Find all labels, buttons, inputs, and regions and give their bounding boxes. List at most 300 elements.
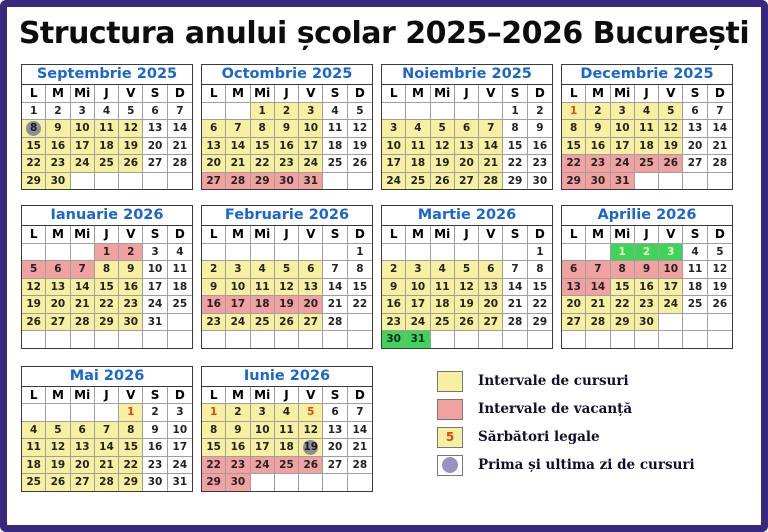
day-cell: 16 (226, 439, 250, 457)
month-grid (382, 226, 552, 348)
day-cell: 9 (382, 279, 406, 297)
day-cell: 10 (251, 422, 275, 440)
day-cell: 22 (611, 296, 635, 314)
day-cell (202, 103, 226, 121)
day-cell: 24 (382, 173, 406, 190)
day-cell: 20 (455, 155, 479, 173)
day-cell: 15 (528, 279, 552, 297)
day-cell: 18 (323, 138, 347, 156)
day-cell: 1 (503, 103, 527, 121)
day-cell: 11 (275, 422, 299, 440)
month-name: Septembrie 2025 (22, 65, 192, 85)
day-cell: 7 (479, 120, 503, 138)
day-cell: 23 (635, 296, 659, 314)
day-cell: 24 (226, 314, 250, 332)
day-cell: 8 (348, 261, 372, 279)
day-cell: 25 (22, 474, 46, 491)
day-cell: 26 (431, 173, 455, 190)
day-cell: 9 (202, 279, 226, 297)
day-cell (479, 103, 503, 121)
day-cell (275, 244, 299, 262)
month-name: Aprilie 2026 (562, 206, 732, 226)
day-header-cell: D (528, 85, 552, 103)
day-cell: 27 (143, 155, 167, 173)
day-cell (226, 331, 250, 348)
day-header-cell: L (22, 387, 46, 405)
day-header-cell: J (275, 387, 299, 405)
day-cell: 16 (275, 138, 299, 156)
month-block (21, 64, 193, 190)
first-last-day-circle: 8 (26, 121, 41, 136)
day-cell: 29 (251, 173, 275, 190)
day-cell: 22 (348, 296, 372, 314)
month-grid (22, 226, 192, 348)
day-cell (71, 404, 95, 422)
day-header-cell: J (275, 226, 299, 244)
day-cell: 1 (202, 404, 226, 422)
day-cell: 7 (323, 261, 347, 279)
day-cell: 27 (683, 155, 707, 173)
day-header-cell: S (503, 85, 527, 103)
day-cell (479, 244, 503, 262)
legend-item-holidays (437, 427, 695, 448)
day-cell: 25 (431, 314, 455, 332)
month-block (201, 366, 373, 492)
month-name: Iunie 2026 (202, 367, 372, 387)
day-cell (431, 103, 455, 121)
day-cell: 7 (95, 422, 119, 440)
day-cell: 8 (95, 261, 119, 279)
month-name: Noiembrie 2025 (382, 65, 552, 85)
day-cell: 15 (348, 279, 372, 297)
day-cell: 25 (95, 155, 119, 173)
day-cell: 11 (95, 120, 119, 138)
month-block (21, 205, 193, 349)
day-cell: 3 (143, 244, 167, 262)
day-header-cell: L (382, 85, 406, 103)
day-header-cell: M (586, 226, 610, 244)
day-cell: 2 (528, 103, 552, 121)
day-cell: 28 (323, 314, 347, 332)
day-cell: 24 (71, 155, 95, 173)
day-cell: 26 (22, 314, 46, 332)
day-cell: 22 (95, 296, 119, 314)
day-cell: 15 (611, 279, 635, 297)
day-cell (22, 244, 46, 262)
day-cell: 4 (251, 261, 275, 279)
day-cell (143, 173, 167, 190)
day-cell: 12 (431, 138, 455, 156)
day-cell: 13 (323, 422, 347, 440)
day-cell: 29 (95, 314, 119, 332)
day-cell: 17 (143, 279, 167, 297)
day-header-cell: D (708, 226, 732, 244)
first-last-day-cell (22, 120, 46, 138)
day-cell: 30 (528, 173, 552, 190)
day-cell: 20 (562, 296, 586, 314)
day-cell: 7 (586, 261, 610, 279)
day-header-cell: D (348, 226, 372, 244)
day-cell: 13 (202, 138, 226, 156)
day-cell: 23 (119, 296, 143, 314)
day-cell: 24 (611, 155, 635, 173)
day-header-cell: J (455, 85, 479, 103)
day-cell: 19 (659, 138, 683, 156)
day-cell: 16 (382, 296, 406, 314)
day-header-cell: S (143, 387, 167, 405)
day-cell: 14 (586, 279, 610, 297)
day-cell: 11 (168, 261, 192, 279)
day-cell (119, 173, 143, 190)
day-cell: 13 (299, 279, 323, 297)
legend-item-first-last-day (437, 455, 695, 476)
day-cell: 5 (22, 261, 46, 279)
day-cell: 10 (143, 261, 167, 279)
day-cell (323, 173, 347, 190)
day-header-cell: S (683, 226, 707, 244)
day-cell: 28 (479, 173, 503, 190)
day-cell: 10 (382, 138, 406, 156)
day-cell: 23 (202, 314, 226, 332)
day-cell: 17 (659, 279, 683, 297)
months-row-2 (21, 205, 761, 349)
day-cell (382, 244, 406, 262)
legend-label-first-last-day: Prima și ultima zi de cursuri (478, 457, 695, 473)
day-cell: 14 (323, 279, 347, 297)
day-header-cell: Mi (611, 226, 635, 244)
day-cell: 12 (119, 120, 143, 138)
day-cell: 18 (22, 457, 46, 475)
day-cell: 3 (611, 103, 635, 121)
day-header-cell: V (299, 226, 323, 244)
day-cell: 28 (348, 457, 372, 475)
day-cell: 25 (168, 296, 192, 314)
day-cell: 13 (683, 120, 707, 138)
day-cell: 17 (168, 439, 192, 457)
day-cell: 6 (323, 404, 347, 422)
day-cell: 23 (528, 155, 552, 173)
months-row-1 (21, 64, 761, 190)
day-cell: 25 (635, 155, 659, 173)
day-cell: 9 (275, 120, 299, 138)
day-cell: 19 (455, 296, 479, 314)
day-cell: 8 (503, 120, 527, 138)
day-cell: 4 (635, 103, 659, 121)
month-block (381, 205, 553, 349)
month-grid (202, 387, 372, 491)
day-cell: 25 (275, 457, 299, 475)
day-cell: 11 (406, 138, 430, 156)
day-cell: 3 (71, 103, 95, 121)
day-cell: 26 (46, 474, 70, 491)
months-row-3-months (21, 366, 373, 492)
day-cell (22, 404, 46, 422)
day-cell: 30 (635, 314, 659, 332)
day-cell (95, 331, 119, 348)
day-cell: 30 (275, 173, 299, 190)
month-block (561, 64, 733, 190)
day-cell: 28 (708, 155, 732, 173)
day-cell: 15 (119, 439, 143, 457)
day-cell: 20 (299, 296, 323, 314)
day-header-cell: D (168, 85, 192, 103)
day-header-cell: V (479, 85, 503, 103)
day-header-cell: L (22, 85, 46, 103)
day-cell: 11 (323, 120, 347, 138)
day-header-cell: Mi (251, 387, 275, 405)
day-cell: 6 (46, 261, 70, 279)
day-cell: 20 (46, 296, 70, 314)
day-cell (382, 103, 406, 121)
legend-label-vacation: Intervale de vacanță (478, 401, 633, 417)
day-cell (348, 331, 372, 348)
day-cell: 23 (143, 457, 167, 475)
day-cell: 6 (455, 120, 479, 138)
day-cell: 16 (586, 138, 610, 156)
day-cell: 26 (455, 314, 479, 332)
course-interval-swatch (437, 371, 463, 392)
day-cell: 20 (683, 138, 707, 156)
day-cell: 8 (119, 422, 143, 440)
day-cell: 20 (202, 155, 226, 173)
day-cell: 12 (299, 422, 323, 440)
day-cell (95, 404, 119, 422)
first-last-day-swatch (437, 455, 463, 476)
day-cell: 19 (431, 155, 455, 173)
day-cell: 14 (479, 138, 503, 156)
day-cell: 10 (299, 120, 323, 138)
month-grid (562, 226, 732, 348)
day-header-cell: S (323, 85, 347, 103)
day-cell: 5 (708, 244, 732, 262)
day-header-cell: L (202, 387, 226, 405)
day-cell: 2 (382, 261, 406, 279)
day-header-cell: D (348, 387, 372, 405)
day-header-cell: Mi (71, 387, 95, 405)
day-header-cell: L (202, 226, 226, 244)
day-header-cell: V (299, 387, 323, 405)
day-cell: 27 (455, 173, 479, 190)
day-cell (635, 173, 659, 190)
day-cell: 10 (168, 422, 192, 440)
day-header-cell: D (528, 226, 552, 244)
day-cell: 1 (95, 244, 119, 262)
day-cell: 28 (95, 474, 119, 491)
day-cell (226, 244, 250, 262)
day-cell: 29 (22, 173, 46, 190)
day-cell: 14 (226, 138, 250, 156)
day-header-cell: J (635, 226, 659, 244)
month-grid (202, 85, 372, 189)
day-cell: 28 (71, 314, 95, 332)
day-cell: 18 (275, 439, 299, 457)
day-header-cell: M (226, 387, 250, 405)
month-grid (202, 226, 372, 348)
day-header-cell: V (659, 226, 683, 244)
day-cell: 14 (71, 279, 95, 297)
day-cell: 22 (202, 457, 226, 475)
day-header-cell: Mi (71, 226, 95, 244)
day-cell (299, 331, 323, 348)
day-cell: 7 (71, 261, 95, 279)
day-header-cell: Mi (611, 85, 635, 103)
day-header-cell: S (323, 226, 347, 244)
day-cell: 12 (348, 120, 372, 138)
day-cell: 30 (382, 331, 406, 348)
day-cell: 27 (71, 474, 95, 491)
day-cell: 26 (708, 296, 732, 314)
day-header-cell: S (323, 387, 347, 405)
day-cell (348, 474, 372, 491)
day-cell: 21 (479, 155, 503, 173)
day-header-cell: S (503, 226, 527, 244)
day-header-cell: J (95, 226, 119, 244)
day-header-cell: M (586, 85, 610, 103)
day-cell: 26 (275, 314, 299, 332)
day-cell (71, 173, 95, 190)
day-cell: 3 (659, 244, 683, 262)
day-cell (406, 103, 430, 121)
day-cell: 12 (455, 279, 479, 297)
day-cell: 3 (251, 404, 275, 422)
day-cell (635, 331, 659, 348)
day-cell: 7 (348, 404, 372, 422)
day-cell: 10 (71, 120, 95, 138)
day-cell: 28 (586, 314, 610, 332)
day-cell (503, 331, 527, 348)
day-cell: 10 (406, 279, 430, 297)
day-cell (683, 173, 707, 190)
first-last-day-cell (299, 439, 323, 457)
day-cell (562, 244, 586, 262)
day-cell: 22 (119, 457, 143, 475)
day-header-cell: J (95, 85, 119, 103)
day-cell: 9 (586, 120, 610, 138)
day-cell: 21 (168, 138, 192, 156)
day-cell: 20 (143, 138, 167, 156)
day-cell (168, 331, 192, 348)
day-cell: 17 (611, 138, 635, 156)
day-cell: 2 (275, 103, 299, 121)
day-cell: 22 (562, 155, 586, 173)
day-cell: 4 (275, 404, 299, 422)
month-name: Ianuarie 2026 (22, 206, 192, 226)
day-cell: 20 (479, 296, 503, 314)
day-header-cell: M (46, 85, 70, 103)
day-cell: 28 (168, 155, 192, 173)
day-cell (479, 331, 503, 348)
day-cell (323, 474, 347, 491)
day-cell: 4 (323, 103, 347, 121)
day-cell (22, 331, 46, 348)
day-cell: 29 (119, 474, 143, 491)
day-cell: 14 (708, 120, 732, 138)
day-header-cell: Mi (251, 226, 275, 244)
day-cell: 11 (683, 261, 707, 279)
day-cell: 21 (226, 155, 250, 173)
day-cell (659, 314, 683, 332)
day-cell: 19 (275, 296, 299, 314)
day-cell: 24 (168, 457, 192, 475)
day-cell (46, 244, 70, 262)
day-cell: 4 (168, 244, 192, 262)
day-cell: 4 (431, 261, 455, 279)
day-cell: 18 (431, 296, 455, 314)
month-name: Februarie 2026 (202, 206, 372, 226)
day-cell: 6 (299, 261, 323, 279)
day-cell: 7 (708, 103, 732, 121)
day-cell: 31 (299, 173, 323, 190)
day-cell: 31 (168, 474, 192, 491)
day-cell: 17 (71, 138, 95, 156)
day-cell: 22 (251, 155, 275, 173)
day-cell: 2 (202, 261, 226, 279)
day-cell: 1 (528, 244, 552, 262)
day-cell (562, 331, 586, 348)
day-cell: 3 (168, 404, 192, 422)
day-cell (406, 244, 430, 262)
day-cell (251, 474, 275, 491)
day-header-cell: M (46, 387, 70, 405)
day-cell: 12 (22, 279, 46, 297)
day-cell (659, 173, 683, 190)
day-cell: 1 (119, 404, 143, 422)
day-cell (299, 474, 323, 491)
legend-item-vacation (437, 399, 695, 420)
day-cell (251, 244, 275, 262)
day-cell: 26 (659, 155, 683, 173)
day-cell: 16 (143, 439, 167, 457)
day-cell (275, 331, 299, 348)
day-header-cell: V (659, 85, 683, 103)
day-cell: 25 (683, 296, 707, 314)
day-cell: 7 (226, 120, 250, 138)
day-cell: 31 (406, 331, 430, 348)
day-cell: 15 (202, 439, 226, 457)
day-cell: 8 (562, 120, 586, 138)
day-cell: 16 (635, 279, 659, 297)
month-block (201, 205, 373, 349)
month-name: Octombrie 2025 (202, 65, 372, 85)
day-cell: 8 (251, 120, 275, 138)
first-last-day-circle-icon (442, 457, 458, 473)
day-cell: 18 (251, 296, 275, 314)
day-cell: 15 (22, 138, 46, 156)
day-header-cell: L (562, 85, 586, 103)
day-header-cell: V (119, 85, 143, 103)
day-cell: 19 (46, 457, 70, 475)
day-cell: 15 (95, 279, 119, 297)
day-cell: 5 (455, 261, 479, 279)
day-cell: 24 (299, 155, 323, 173)
day-cell: 23 (275, 155, 299, 173)
day-cell: 27 (323, 457, 347, 475)
legend-label-holidays: Sărbători legale (478, 429, 600, 445)
day-cell (431, 331, 455, 348)
day-header-cell: J (95, 387, 119, 405)
day-cell (431, 244, 455, 262)
day-cell (683, 331, 707, 348)
day-cell: 17 (299, 138, 323, 156)
day-header-cell: M (406, 85, 430, 103)
day-header-cell: L (202, 85, 226, 103)
day-cell (611, 331, 635, 348)
day-cell: 14 (95, 439, 119, 457)
day-header-cell: Mi (251, 85, 275, 103)
day-cell: 8 (202, 422, 226, 440)
day-cell: 11 (251, 279, 275, 297)
day-cell: 25 (251, 314, 275, 332)
